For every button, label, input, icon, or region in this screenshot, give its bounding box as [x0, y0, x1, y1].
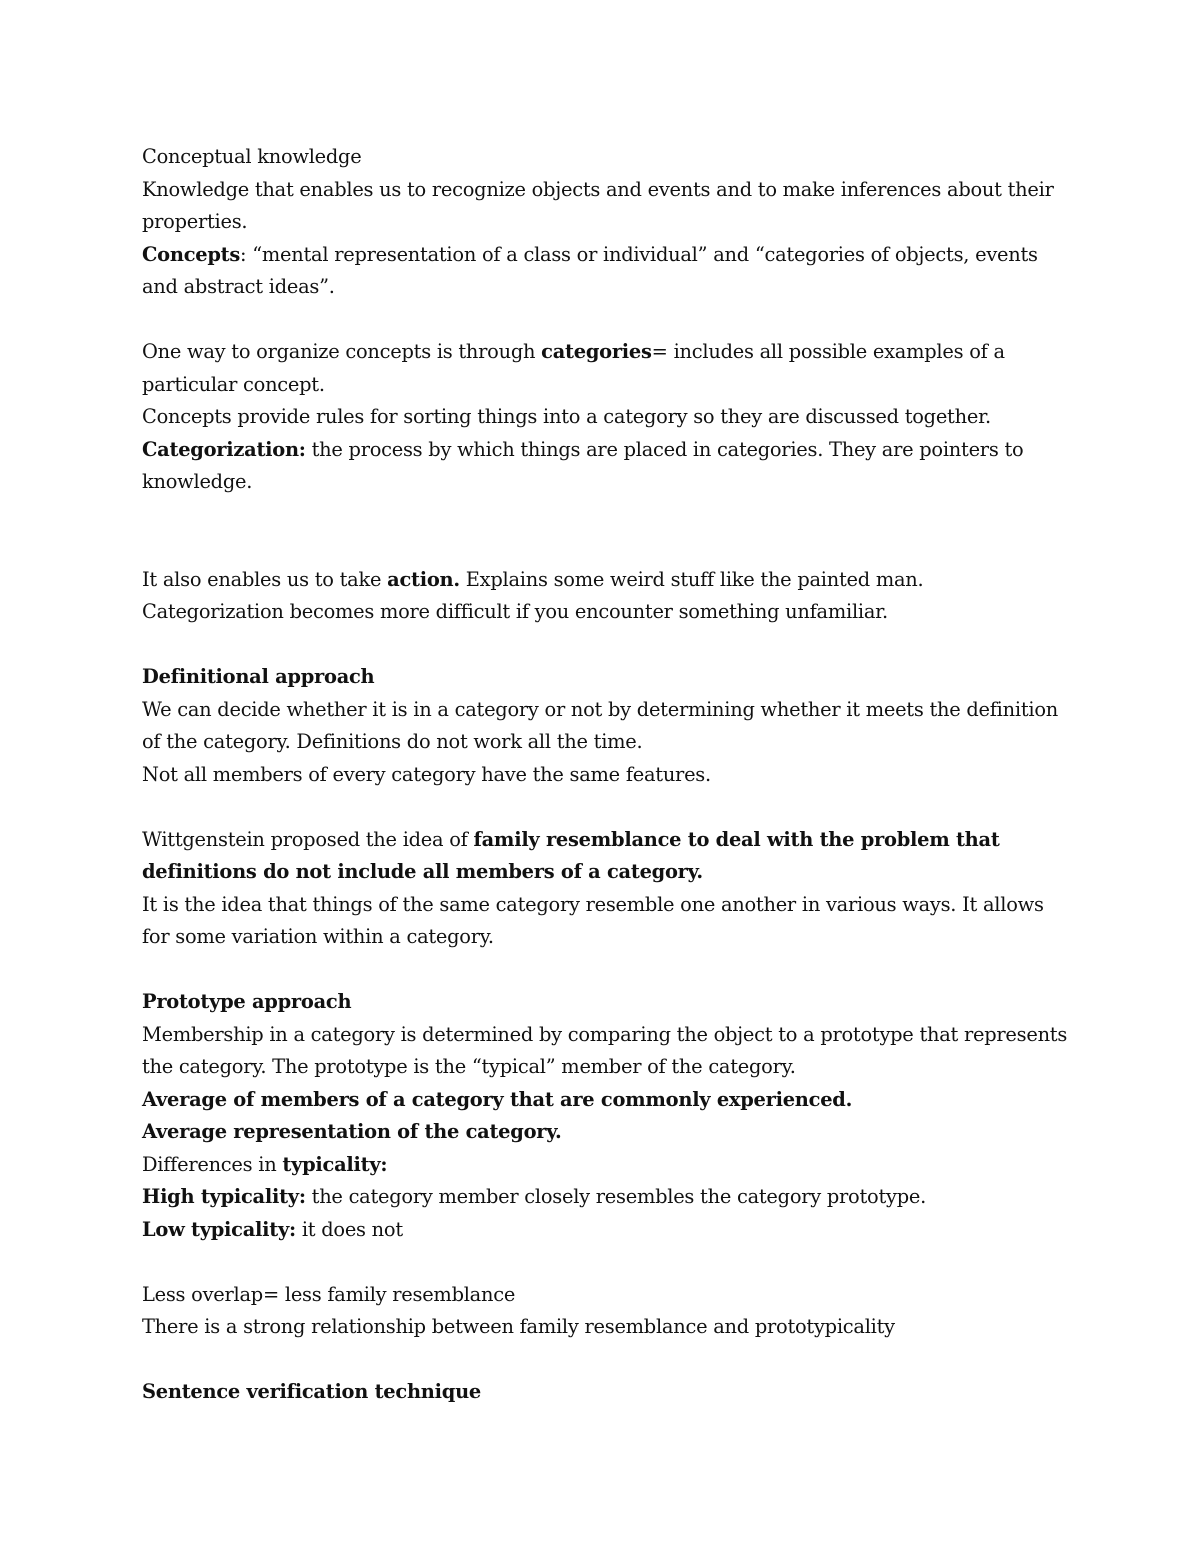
prototype-average-2-text: Average representation of the category.: [142, 1120, 562, 1143]
low-typicality-paragraph: [142, 1214, 1072, 1247]
spacer: [142, 1344, 1072, 1377]
prototype-heading-text: Prototype approach: [142, 990, 352, 1013]
sentence-heading: [142, 1376, 1072, 1409]
action-pre: It also enables us to take: [142, 567, 388, 591]
intro-paragraph: Knowledge that enables us to recognize objects and events and to make inferences about their properties.: [142, 177, 1054, 233]
rules-paragraph: Concepts provide rules for sorting things into a category so they are discussed together.: [142, 405, 991, 428]
spacer: [142, 304, 1072, 337]
categories-paragraph: [142, 336, 1072, 401]
wittgenstein-bold: family resemblance to deal with the problem that definitions do not include all members of a category.: [142, 827, 1000, 883]
action-term: action.: [387, 567, 460, 591]
prototype-average-1: [142, 1084, 1072, 1117]
categories-post: = includes all possible examples of a particular concept.: [142, 340, 1005, 396]
overlap-paragraph-2: There is a strong relationship between family resemblance and prototypicality: [142, 1315, 895, 1338]
prototype-heading: [142, 986, 1072, 1019]
prototype-paragraph-1: Membership in a category is determined by comparing the object to a prototype that represents the category. The prototype is the “typical” member of the category.: [142, 1022, 1068, 1078]
prototype-average-1-text: Average of members of a category that are commonly experienced.: [142, 1087, 853, 1111]
concepts-text: : “mental representation of a class or individual” and “categories of objects, events and abstract ideas”.: [142, 242, 1038, 298]
high-typicality-paragraph: [142, 1181, 1072, 1214]
wittgenstein-paragraph-2: It is the idea that things of the same category resemble one another in various ways. It allows for some variation within a category.: [142, 892, 1044, 948]
action-paragraph: [142, 564, 1072, 597]
spacer: [142, 791, 1072, 824]
categorization-text: the process by which things are placed in categories. They are pointers to knowledge.: [142, 437, 1024, 493]
low-typicality-text: it does not: [295, 1217, 403, 1241]
high-typicality-term: High typicality:: [142, 1185, 306, 1208]
sentence-heading-text: Sentence verification technique: [142, 1380, 481, 1403]
spacer: [142, 629, 1072, 662]
spacer: [142, 954, 1072, 987]
definitional-heading: [142, 661, 1072, 694]
spacer: [142, 499, 1072, 564]
concepts-paragraph: [142, 239, 1072, 304]
categorization-term: Categorization:: [142, 437, 306, 461]
document-page: [142, 141, 1072, 1409]
prototype-average-2: [142, 1116, 1072, 1149]
doc-title: Conceptual knowledge: [142, 145, 362, 168]
wittgenstein-paragraph: [142, 824, 1072, 889]
overlap-paragraph-1: Less overlap= less family resemblance: [142, 1282, 516, 1306]
spacer: [142, 1246, 1072, 1279]
typicality-term: typicality:: [282, 1152, 388, 1176]
definitional-heading-text: Definitional approach: [142, 665, 375, 688]
definitional-paragraph-2: Not all members of every category have the same features.: [142, 762, 711, 786]
difficult-paragraph: Categorization becomes more difficult if you encounter something unfamiliar.: [142, 600, 888, 623]
typicality-paragraph: [142, 1149, 1072, 1182]
high-typicality-text: the category member closely resembles the category prototype.: [305, 1185, 926, 1208]
categorization-paragraph: [142, 434, 1072, 499]
definitional-paragraph-1: We can decide whether it is in a category or not by determining whether it meets the definition of the category. Definitions do not work all the time.: [142, 697, 1058, 753]
typicality-pre: Differences in: [142, 1152, 283, 1176]
wittgenstein-pre: Wittgenstein proposed the idea of: [142, 827, 474, 851]
low-typicality-term: Low typicality:: [142, 1217, 296, 1241]
concepts-term: Concepts: [142, 242, 241, 266]
categories-pre: One way to organize concepts is through: [142, 340, 542, 363]
categories-term: categories: [541, 340, 652, 363]
action-post: Explains some weird stuff like the painted man.: [459, 567, 924, 591]
